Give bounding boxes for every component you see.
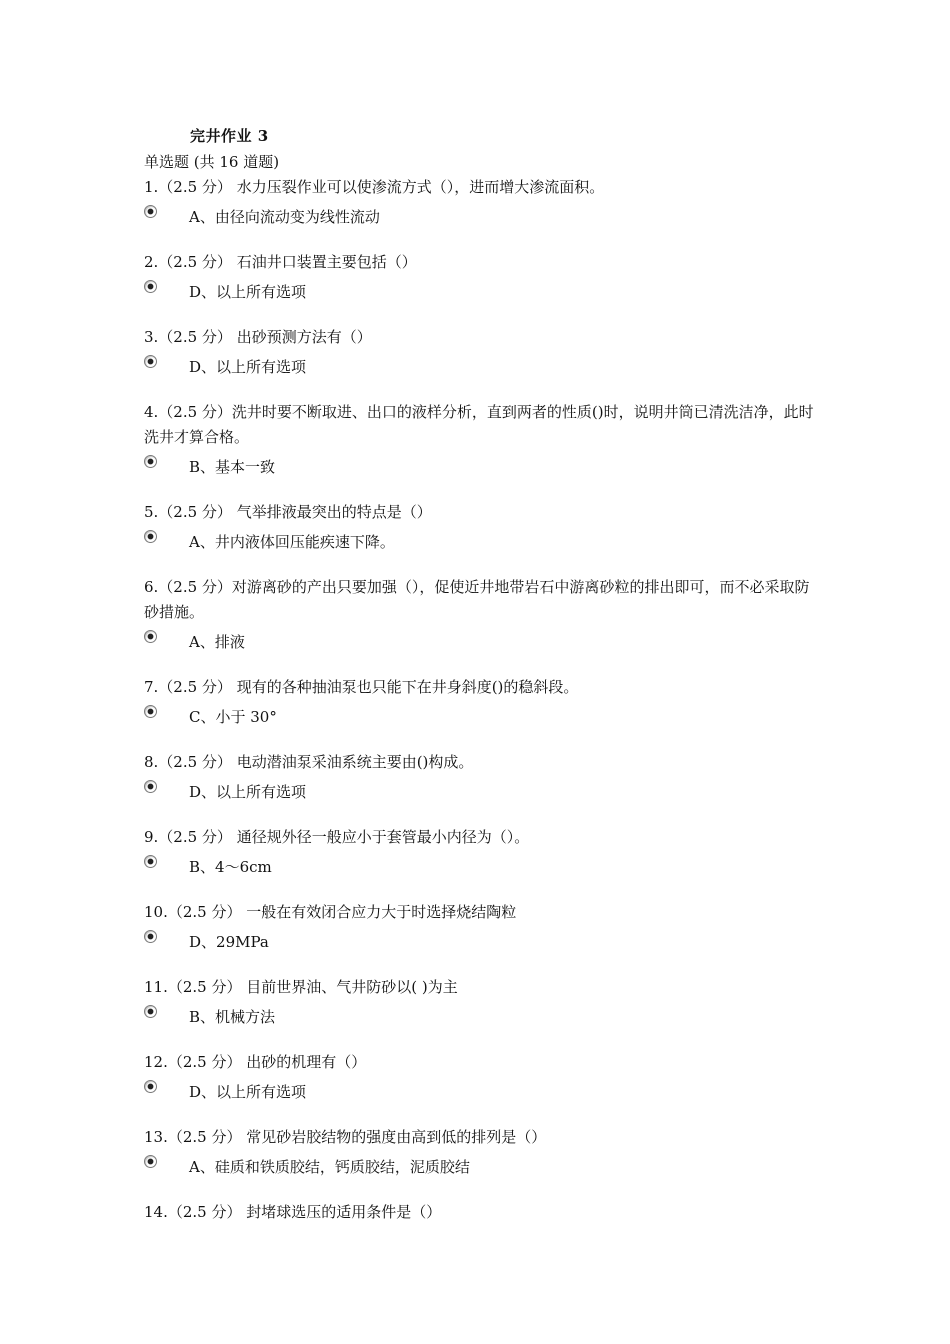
radio-selected-icon[interactable] bbox=[144, 630, 157, 643]
question-item bbox=[144, 325, 824, 381]
radio-selected-icon[interactable] bbox=[144, 1080, 157, 1093]
answer-option[interactable] bbox=[144, 1080, 824, 1106]
question-item bbox=[144, 1200, 824, 1225]
answer-label: A、硅质和铁质胶结，钙质胶结，泥质胶结 bbox=[189, 1158, 470, 1176]
question-item bbox=[144, 500, 824, 556]
answer-option[interactable] bbox=[144, 530, 824, 556]
question-text: 9.（2.5 分） 通径规外径一般应小于套管最小内径为（）。 bbox=[144, 828, 530, 846]
answer-option[interactable] bbox=[144, 455, 824, 481]
radio-selected-icon[interactable] bbox=[144, 530, 157, 543]
answer-option[interactable] bbox=[144, 855, 824, 881]
radio-selected-icon[interactable] bbox=[144, 855, 157, 868]
question-text: 7.（2.5 分） 现有的各种抽油泵也只能下在井身斜度()的稳斜段。 bbox=[144, 678, 579, 696]
answer-label: A、由径向流动变为线性流动 bbox=[189, 208, 380, 226]
answer-option[interactable] bbox=[144, 780, 824, 806]
question-text: 12.（2.5 分） 出砂的机理有（） bbox=[144, 1053, 367, 1071]
question-item bbox=[144, 175, 824, 231]
answer-option[interactable] bbox=[144, 205, 824, 231]
answer-label: B、4～6cm bbox=[189, 858, 272, 876]
answer-label: C、小于 30° bbox=[189, 708, 277, 726]
question-item bbox=[144, 1125, 824, 1181]
question-text: 6.（2.5 分）对游离砂的产出只要加强（），促使近井地带岩石中游离砂粒的排出即可，而不必采取防砂措施。 bbox=[144, 578, 810, 621]
answer-option[interactable] bbox=[144, 1005, 824, 1031]
radio-selected-icon[interactable] bbox=[144, 930, 157, 943]
question-item bbox=[144, 1050, 824, 1106]
radio-selected-icon[interactable] bbox=[144, 280, 157, 293]
question-item bbox=[144, 400, 824, 481]
answer-label: A、井内液体回压能疾速下降。 bbox=[189, 533, 395, 551]
question-text: 14.（2.5 分） 封堵球选压的适用条件是（） bbox=[144, 1203, 442, 1221]
question-list bbox=[144, 175, 824, 1244]
question-text: 2.（2.5 分） 石油井口装置主要包括（） bbox=[144, 253, 417, 271]
question-text: 4.（2.5 分）洗井时要不断取进、出口的液样分析，直到两者的性质()时，说明井筒已清洗洁净，此时洗井才算合格。 bbox=[144, 403, 814, 446]
question-item bbox=[144, 900, 824, 956]
question-item bbox=[144, 250, 824, 306]
question-text: 13.（2.5 分） 常见砂岩胶结物的强度由高到低的排列是（） bbox=[144, 1128, 547, 1146]
answer-label: D、以上所有选项 bbox=[189, 358, 307, 376]
question-text: 10.（2.5 分） 一般在有效闭合应力大于时选择烧结陶粒 bbox=[144, 903, 517, 921]
answer-label: D、以上所有选项 bbox=[189, 1083, 307, 1101]
radio-selected-icon[interactable] bbox=[144, 780, 157, 793]
question-item bbox=[144, 825, 824, 881]
answer-option[interactable] bbox=[144, 930, 824, 956]
question-text: 11.（2.5 分） 目前世界油、气井防砂以( )为主 bbox=[144, 978, 458, 996]
radio-selected-icon[interactable] bbox=[144, 1005, 157, 1018]
question-item bbox=[144, 750, 824, 806]
answer-option[interactable] bbox=[144, 280, 824, 306]
answer-label: D、以上所有选项 bbox=[189, 783, 307, 801]
question-text: 8.（2.5 分） 电动潜油泵采油系统主要由()构成。 bbox=[144, 753, 474, 771]
question-item bbox=[144, 975, 824, 1031]
question-item bbox=[144, 675, 824, 731]
question-item bbox=[144, 575, 824, 656]
answer-option[interactable] bbox=[144, 355, 824, 381]
question-text: 5.（2.5 分） 气举排液最突出的特点是（） bbox=[144, 503, 432, 521]
radio-selected-icon[interactable] bbox=[144, 455, 157, 468]
radio-selected-icon[interactable] bbox=[144, 205, 157, 218]
answer-label: B、机械方法 bbox=[189, 1008, 276, 1026]
radio-selected-icon[interactable] bbox=[144, 1155, 157, 1168]
question-text: 1.（2.5 分） 水力压裂作业可以使渗流方式（），进而增大渗流面积。 bbox=[144, 178, 605, 196]
answer-option[interactable] bbox=[144, 630, 824, 656]
section-heading: 单选题 (共 16 道题) bbox=[144, 153, 280, 171]
radio-selected-icon[interactable] bbox=[144, 355, 157, 368]
radio-selected-icon[interactable] bbox=[144, 705, 157, 718]
answer-label: D、以上所有选项 bbox=[189, 283, 307, 301]
answer-option[interactable] bbox=[144, 1155, 824, 1181]
question-text: 3.（2.5 分） 出砂预测方法有（） bbox=[144, 328, 372, 346]
answer-label: D、29MPa bbox=[189, 933, 269, 951]
document-title: 完井作业 3 bbox=[190, 127, 269, 145]
answer-label: B、基本一致 bbox=[189, 458, 276, 476]
answer-option[interactable] bbox=[144, 705, 824, 731]
answer-label: A、排液 bbox=[189, 633, 245, 651]
